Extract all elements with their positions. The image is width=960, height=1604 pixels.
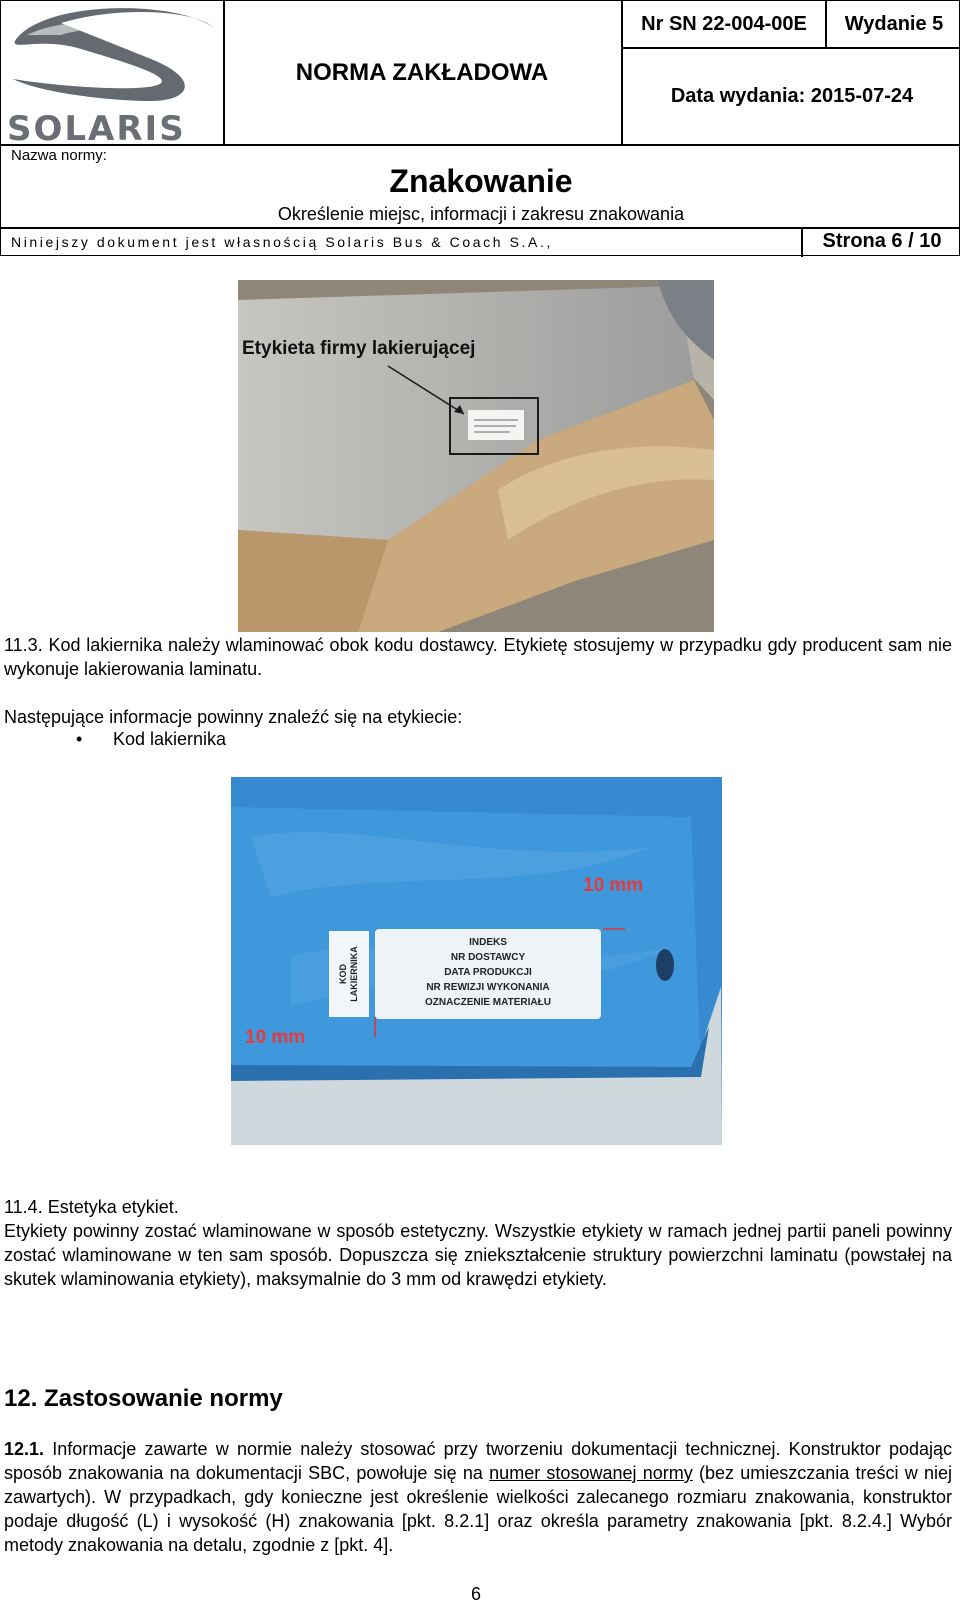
kod-lakiernika-label	[329, 931, 369, 1017]
lakiernika-text: LAKIERNIKA	[349, 946, 359, 1002]
solaris-logo	[1, 1, 223, 149]
norm-number: Nr SN 22-004-00E	[641, 13, 807, 35]
page-indicator: Strona 6 / 10	[822, 230, 942, 252]
photo-annotation: Etykieta firmy lakierującej	[242, 338, 476, 359]
label-line: NR DOSTAWCY	[450, 952, 526, 963]
paragraph-12-1	[4, 1437, 952, 1557]
paragraph-11-3	[4, 633, 952, 681]
label-line: DATA PRODUKCJI	[444, 967, 532, 978]
label-line: NR REWIZJI WYKONANIA	[426, 982, 550, 993]
list-item: Kod lakiernika	[113, 729, 227, 749]
heading-11-4: 11.4. Estetyka etykiet.	[4, 1197, 179, 1217]
label-info-intro: Następujące informacje powinny znaleźć się na etykiecie:	[4, 707, 463, 727]
ownership-notice: Niniejszy dokument jest własnością Solaris Bus & Coach S.A.,	[11, 234, 553, 250]
bullet-icon: •	[76, 729, 83, 749]
norm-number-reference: numer stosowanej normy	[489, 1463, 693, 1483]
paragraph-text: Informacje zawarte w normie należy stosować przy tworzeniu dokumentacji technicznej. Konstruktor podając sposób znakowania na dokumentacji SBC, powołuje się na	[4, 1439, 952, 1483]
document-header	[0, 0, 960, 256]
label-line: INDEKS	[469, 937, 507, 948]
dimension-top-label: 10 mm	[583, 875, 644, 896]
document-title: Znakowanie	[389, 163, 573, 199]
supplier-label	[375, 935, 601, 1010]
footer-page-number: 6	[470, 1584, 481, 1604]
norm-name-label: Nazwa normy:	[11, 147, 107, 164]
edition: Wydanie 5	[844, 13, 944, 35]
paragraph-text: (bez umieszczania treści w niej zawartych). W przypadkach, gdy konieczne jest określenie wielkości zalecanego rozmiaru znakowania, konstruktor podaje długość (L) i wysokość (H) znakowania [pkt. 8.2.1] oraz określa parametry znakowania [pkt. 8.2.4.] Wybór metody znakowania na detalu, zgodnie z [pkt. 4].	[4, 1463, 952, 1555]
photo-label-layout	[231, 777, 722, 1145]
section-number: 11.3.	[4, 635, 43, 655]
section-number: 12.1.	[4, 1439, 45, 1459]
photo-painter-label	[238, 280, 714, 632]
kod-text: KOD	[338, 964, 348, 984]
logo-wordmark: SOLARIS	[7, 109, 186, 149]
issue-date: Data wydania: 2015-07-24	[670, 85, 914, 107]
paragraph-text: Kod lakiernika należy wlaminować obok kodu dostawcy. Etykietę stosujemy w przypadku gdy producent sam nie wykonuje lakierowania laminatu.	[4, 635, 952, 679]
heading-12: 12. Zastosowanie normy	[4, 1385, 283, 1412]
norma-label: NORMA ZAKŁADOWA	[295, 59, 549, 86]
dimension-left-label: 10 mm	[245, 1027, 306, 1048]
panel-photo-image	[238, 280, 714, 632]
document-subtitle: Określenie miejsc, informacji i zakresu znakowania	[277, 204, 685, 224]
paragraph-11-4: Etykiety powinny zostać wlaminowane w sposób estetyczny. Wszystkie etykiety w ramach jednej partii paneli powinny zostać wlaminowane w ten sam sposób. Dopuszcza się zniekształcenie struktury powierzchni laminatu (powstałej na skutek wlaminowania etykiety), maksymalnie do 3 mm od krawędzi etykiety.	[4, 1221, 952, 1289]
label-line: OZNACZENIE MATERIAŁU	[425, 997, 551, 1008]
